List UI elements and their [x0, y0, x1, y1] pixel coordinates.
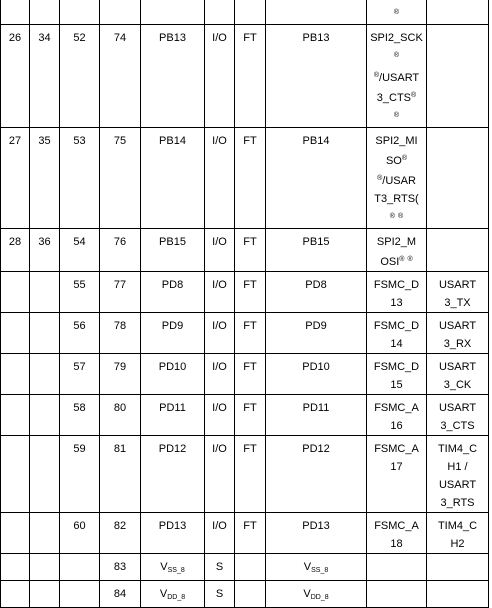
- cell-line: 17: [390, 461, 403, 473]
- table-cell: [100, 554, 141, 581]
- table-cell: [266, 554, 367, 581]
- table-cell: [427, 128, 489, 229]
- table-cell: [427, 513, 489, 554]
- cell-text: $V_{DD\_8}$: [303, 588, 329, 601]
- table-cell: [235, 554, 266, 581]
- cell-line: 3_CK: [443, 379, 472, 391]
- cell-line: T3_RTS(: [374, 193, 419, 205]
- cell-text: 36: [38, 236, 51, 248]
- table-cell: [427, 272, 489, 313]
- table-cell: [367, 0, 427, 25]
- table-cell: [100, 128, 141, 229]
- cell-line: 13: [390, 297, 403, 309]
- cell-text: 81: [113, 443, 127, 455]
- table-row: [1, 395, 489, 436]
- table-cell: [60, 354, 100, 395]
- cell-text: PD10: [302, 361, 330, 373]
- cell-text: PD8: [305, 279, 327, 291]
- cell-text: 55: [73, 279, 86, 291]
- cell-text: 34: [38, 32, 51, 44]
- table-cell: [205, 313, 235, 354]
- table-cell: [30, 0, 60, 25]
- cell-line: USART: [438, 402, 477, 414]
- table-cell: [266, 272, 367, 313]
- table-cell: [427, 554, 489, 581]
- table-cell: [30, 554, 60, 581]
- table-cell: [60, 272, 100, 313]
- table-cell: [205, 25, 235, 128]
- table-cell: [235, 25, 266, 128]
- table-row: [1, 25, 489, 128]
- table-cell: [141, 554, 205, 581]
- table-cell: [30, 395, 60, 436]
- cell-text: PD12: [158, 443, 187, 455]
- table-cell: [427, 581, 489, 608]
- cell-text: 83: [113, 561, 127, 573]
- table-cell: [100, 354, 141, 395]
- cell-line: USART: [438, 479, 477, 491]
- table-row: [1, 128, 489, 229]
- table-cell: [30, 313, 60, 354]
- cell-line: TIM4_C: [437, 443, 478, 455]
- cell-text: $V_{SS\_8}$: [160, 561, 185, 574]
- cell-text: 75: [113, 135, 127, 147]
- cell-line: ®: [393, 52, 400, 59]
- table-cell: [266, 395, 367, 436]
- table-cell: [205, 395, 235, 436]
- cell-line: 15: [390, 379, 403, 391]
- cell-text: PD8: [161, 279, 184, 291]
- cell-line: SPI2_MI: [375, 135, 418, 147]
- cell-line: 3_TX: [444, 297, 471, 309]
- table-row: [1, 313, 489, 354]
- cell-text: 53: [73, 135, 86, 147]
- cell-text: PD13: [302, 520, 330, 532]
- cell-text: 28: [8, 236, 22, 248]
- cell-line: SO®: [385, 155, 408, 167]
- table-cell: [367, 581, 427, 608]
- table-cell: [30, 581, 60, 608]
- table-cell: [205, 513, 235, 554]
- cell-text: 26: [8, 32, 22, 44]
- cell-text: FT: [243, 361, 257, 373]
- table-cell: [427, 0, 489, 25]
- table-cell: [235, 128, 266, 229]
- cell-line: SPI2_SCK: [370, 32, 423, 44]
- cell-text: 60: [73, 520, 86, 532]
- cell-text: 79: [113, 361, 127, 373]
- table-cell: [427, 436, 489, 513]
- cell-text: PB15: [302, 236, 330, 248]
- cell-text: I/O: [212, 402, 227, 414]
- cell-line: ® ®: [389, 213, 404, 220]
- table-cell: [367, 513, 427, 554]
- table-cell: [141, 229, 205, 272]
- table-cell: [141, 128, 205, 229]
- table-row: [1, 581, 489, 608]
- cell-line: ®: [393, 9, 400, 16]
- table-cell: [60, 25, 100, 128]
- table-cell: [30, 128, 60, 229]
- table-cell: [205, 128, 235, 229]
- cell-text: FT: [243, 402, 257, 414]
- table-cell: [367, 354, 427, 395]
- cell-text: 84: [113, 588, 127, 600]
- cell-text: FT: [243, 135, 257, 147]
- table-cell: [60, 581, 100, 608]
- table-cell: [205, 354, 235, 395]
- cell-text: FT: [243, 236, 257, 248]
- table-cell: [1, 554, 30, 581]
- table-cell: [60, 313, 100, 354]
- table-cell: [60, 395, 100, 436]
- table-cell: [100, 395, 141, 436]
- cell-line: 16: [390, 420, 403, 432]
- table-cell: [205, 554, 235, 581]
- cell-line: FSMC_D: [373, 320, 420, 332]
- cell-line: USART: [438, 320, 477, 332]
- cell-text: FT: [243, 520, 257, 532]
- cell-line: 3_RX: [443, 338, 472, 350]
- table-cell: [60, 229, 100, 272]
- table-cell: [1, 436, 30, 513]
- table-cell: [205, 581, 235, 608]
- table-cell: [100, 436, 141, 513]
- table-cell: [1, 272, 30, 313]
- cell-text: I/O: [212, 320, 227, 332]
- cell-line: FSMC_D: [373, 279, 420, 291]
- cell-line: FSMC_A: [374, 443, 419, 455]
- table-cell: [60, 554, 100, 581]
- table-cell: [141, 513, 205, 554]
- table-cell: [235, 313, 266, 354]
- table-row: [1, 554, 489, 581]
- table-cell: [235, 513, 266, 554]
- table-cell: [367, 25, 427, 128]
- table-cell: [30, 229, 60, 272]
- cell-text: 58: [73, 402, 86, 414]
- table-cell: [1, 581, 30, 608]
- table-cell: [266, 354, 367, 395]
- table-cell: [141, 272, 205, 313]
- table-row: [1, 513, 489, 554]
- cell-text: 74: [113, 32, 127, 44]
- cell-text: S: [215, 561, 224, 573]
- cell-line: 3_RTS: [440, 497, 475, 509]
- cell-line: FSMC_D: [373, 361, 420, 373]
- table-row: [1, 436, 489, 513]
- cell-line: 18: [390, 538, 403, 550]
- table-cell: [367, 229, 427, 272]
- cell-text: 78: [113, 320, 127, 332]
- cell-text: S: [215, 588, 224, 600]
- cell-text: I/O: [212, 236, 227, 248]
- cell-line: H2: [450, 538, 465, 550]
- table-cell: [205, 229, 235, 272]
- cell-line: 3_CTS: [440, 420, 475, 432]
- cell-line: USART: [438, 279, 477, 291]
- cell-text: 76: [113, 236, 127, 248]
- table-cell: [141, 436, 205, 513]
- cell-text: I/O: [212, 520, 227, 532]
- table-cell: [235, 229, 266, 272]
- cell-text: FT: [243, 279, 257, 291]
- cell-text: FT: [243, 443, 257, 455]
- cell-line: SPI2_M: [376, 236, 417, 248]
- cell-text: FT: [243, 320, 257, 332]
- cell-text: 59: [73, 443, 86, 455]
- cell-text: PD12: [302, 443, 330, 455]
- table-cell: [100, 581, 141, 608]
- cell-line: ®: [393, 112, 400, 119]
- cell-line: H1 /: [447, 461, 468, 473]
- table-cell: [367, 395, 427, 436]
- cell-text: 52: [73, 32, 86, 44]
- table-cell: [235, 0, 266, 25]
- table-cell: [235, 272, 266, 313]
- table-cell: [205, 436, 235, 513]
- table-cell: [1, 128, 30, 229]
- table-cell: [60, 513, 100, 554]
- cell-line: FSMC_A: [374, 402, 419, 414]
- table-cell: [266, 128, 367, 229]
- table-cell: [235, 581, 266, 608]
- cell-text: I/O: [212, 32, 227, 44]
- cell-line: ®/USAR: [377, 175, 416, 187]
- cell-line: USART: [438, 361, 477, 373]
- cell-line: FSMC_A: [374, 520, 419, 532]
- table-cell: [1, 395, 30, 436]
- cell-text: 27: [8, 135, 22, 147]
- table-cell: [235, 354, 266, 395]
- cell-text: 35: [38, 135, 51, 147]
- cell-text: 82: [113, 520, 127, 532]
- cell-line: ®/USART: [373, 72, 420, 84]
- cell-text: FT: [243, 32, 257, 44]
- table-cell: [100, 25, 141, 128]
- cell-text: PD11: [302, 402, 330, 414]
- table-cell: [266, 0, 367, 25]
- cell-text: PB13: [302, 32, 330, 44]
- cell-text: $V_{SS\_8}$: [303, 561, 329, 574]
- table-cell: [367, 554, 427, 581]
- cell-text: PB14: [302, 135, 330, 147]
- table-cell: [60, 0, 100, 25]
- cell-text: PD9: [305, 320, 327, 332]
- table-cell: [1, 25, 30, 128]
- table-cell: [1, 354, 30, 395]
- table-cell: [1, 229, 30, 272]
- table-cell: [266, 229, 367, 272]
- cell-line: 3_CTS®: [376, 92, 417, 104]
- cell-text: PD11: [159, 402, 186, 414]
- table-cell: [1, 313, 30, 354]
- table-cell: [266, 581, 367, 608]
- table-cell: [60, 436, 100, 513]
- table-cell: [266, 436, 367, 513]
- table-cell: [266, 25, 367, 128]
- table-row: [1, 0, 489, 25]
- cell-text: PB13: [159, 32, 186, 44]
- cell-text: I/O: [212, 279, 227, 291]
- cell-text: PB15: [159, 236, 186, 248]
- cell-text: I/O: [212, 135, 227, 147]
- cell-text: 57: [73, 361, 86, 373]
- table-cell: [235, 436, 266, 513]
- table-cell: [367, 436, 427, 513]
- table-cell: [367, 128, 427, 229]
- table-cell: [427, 313, 489, 354]
- table-cell: [205, 0, 235, 25]
- table-row: [1, 354, 489, 395]
- cell-line: TIM4_C: [437, 520, 478, 532]
- table-cell: [100, 272, 141, 313]
- table-cell: [60, 128, 100, 229]
- cell-text: PD10: [158, 361, 187, 373]
- table-cell: [141, 25, 205, 128]
- table-cell: [30, 272, 60, 313]
- table-cell: [100, 0, 141, 25]
- cell-text: 54: [73, 236, 86, 248]
- table-row: [1, 229, 489, 272]
- cell-text: PD13: [158, 520, 187, 532]
- table-cell: [427, 25, 489, 128]
- table-cell: [205, 272, 235, 313]
- table-cell: [141, 354, 205, 395]
- cell-text: $V_{DD\_8}$: [159, 588, 186, 601]
- table-row: [1, 272, 489, 313]
- table-cell: [266, 513, 367, 554]
- table-cell: [427, 354, 489, 395]
- table-cell: [100, 513, 141, 554]
- table-cell: [141, 313, 205, 354]
- table-cell: [141, 0, 205, 25]
- table-cell: [266, 313, 367, 354]
- table-cell: [427, 395, 489, 436]
- table-cell: [141, 395, 205, 436]
- cell-text: I/O: [212, 361, 227, 373]
- cell-line: 14: [390, 338, 403, 350]
- table-cell: [141, 581, 205, 608]
- cell-text: I/O: [212, 443, 227, 455]
- table-cell: [30, 354, 60, 395]
- cell-text: PD9: [161, 320, 184, 332]
- cell-text: 80: [113, 402, 127, 414]
- table-cell: [100, 313, 141, 354]
- table-cell: [367, 313, 427, 354]
- table-cell: [367, 272, 427, 313]
- table-cell: [427, 229, 489, 272]
- cell-text: PB14: [159, 135, 186, 147]
- table-cell: [1, 513, 30, 554]
- table-cell: [100, 229, 141, 272]
- cell-text: 56: [73, 320, 86, 332]
- table-cell: [30, 436, 60, 513]
- table-cell: [30, 25, 60, 128]
- table-cell: [1, 0, 30, 25]
- cell-line: OSI® ®: [380, 256, 413, 268]
- table-cell: [30, 513, 60, 554]
- table-cell: [235, 395, 266, 436]
- cell-text: 77: [113, 279, 127, 291]
